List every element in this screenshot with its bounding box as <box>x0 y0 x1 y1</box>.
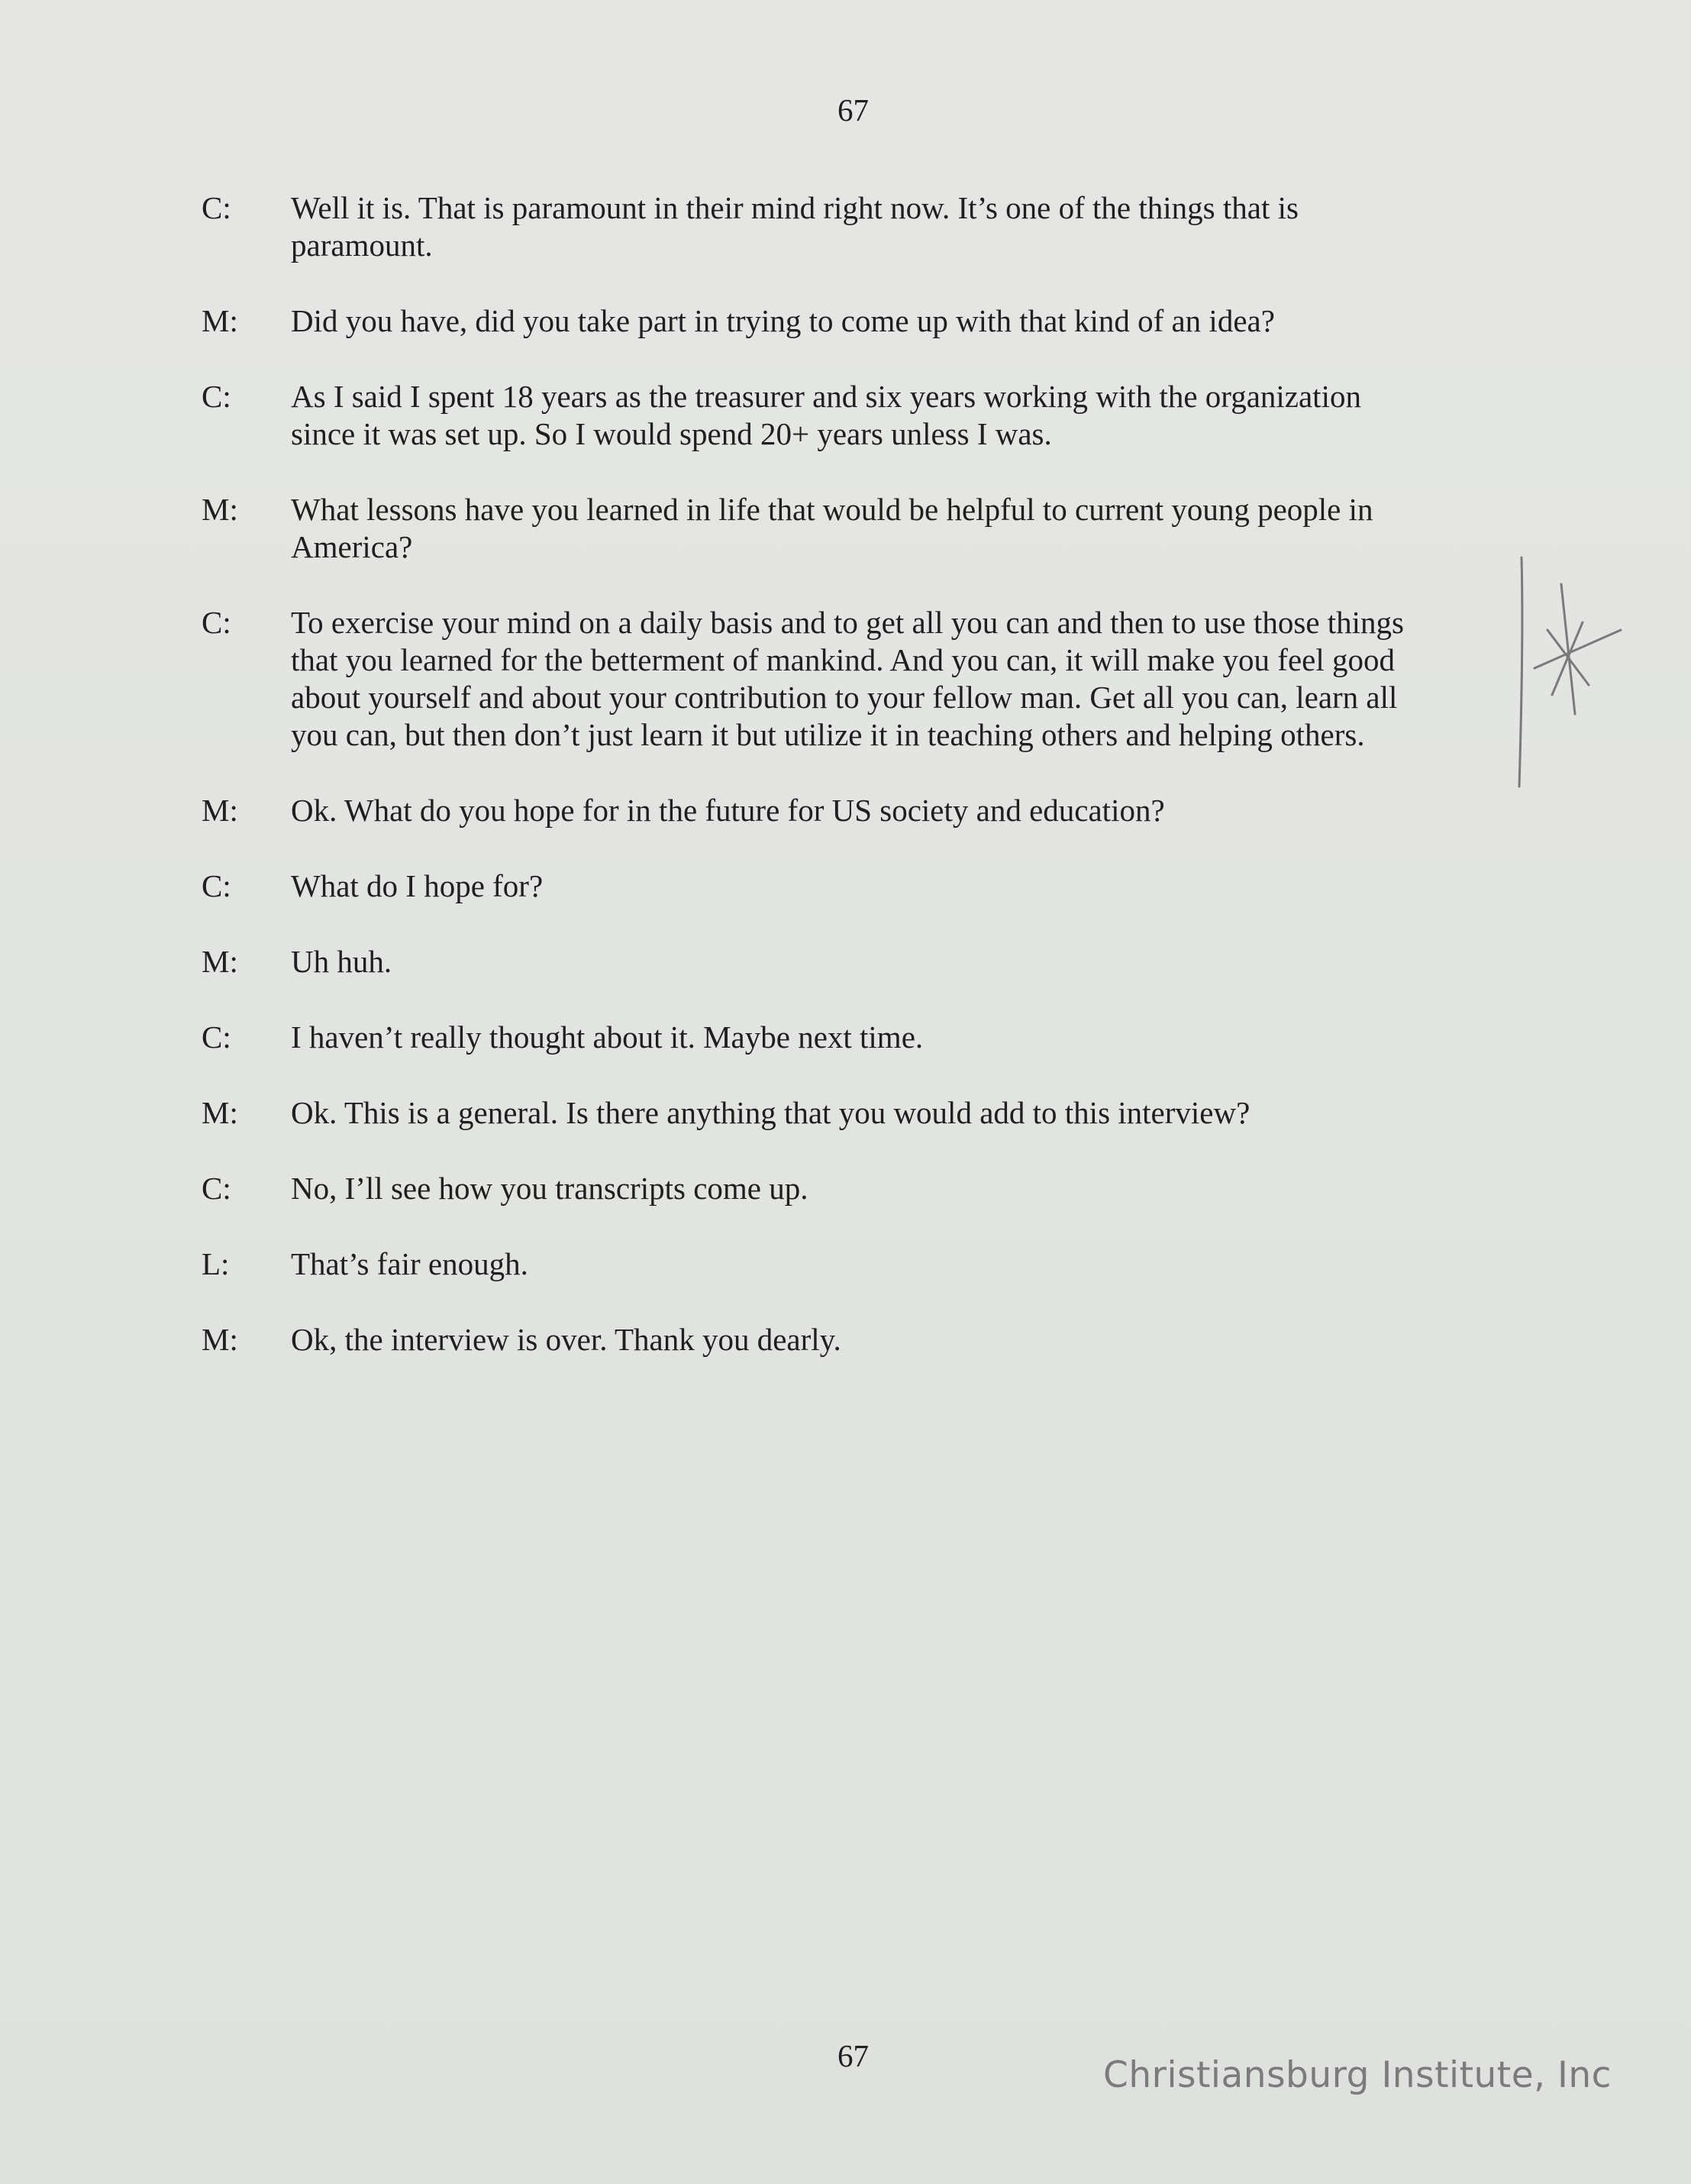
transcript-entry <box>202 1094 1499 1132</box>
speaker-label: C: <box>202 605 231 640</box>
utterance-text: I haven’t really thought about it. Maybe next time. <box>291 1019 924 1055</box>
asterisk-stroke <box>1561 584 1575 714</box>
transcript-entry <box>202 1321 1499 1359</box>
utterance-text: Ok. What do you hope for in the future for US society and education? <box>291 793 1165 828</box>
speaker-label: C: <box>202 190 231 225</box>
margin-bracket-line <box>1519 557 1522 787</box>
speaker-label: M: <box>202 944 238 979</box>
speaker-label: M: <box>202 793 238 828</box>
transcript-entry <box>202 943 1499 981</box>
speaker-label: C: <box>202 868 231 903</box>
transcript-entry <box>202 1019 1499 1056</box>
utterance-text: Uh huh. <box>291 944 392 979</box>
utterance-text: Ok. This is a general. Is there anything that you would add to this interview? <box>291 1095 1251 1130</box>
transcript-entry <box>202 189 1499 264</box>
speaker-label: M: <box>202 1095 238 1130</box>
utterance-text: No, I’ll see how you transcripts come up. <box>291 1171 808 1206</box>
utterance-text: That’s fair enough. <box>291 1246 528 1281</box>
speaker-label: C: <box>202 379 231 414</box>
utterance-text: Did you have, did you take part in trying to come up with that kind of an idea? <box>291 303 1275 338</box>
utterance-text: Well it is. That is paramount in their mind right now. It’s one of the things that is paramount. <box>291 190 1299 263</box>
speaker-label: M: <box>202 1322 238 1357</box>
speaker-label: C: <box>202 1019 231 1055</box>
institution-watermark: Christiansburg Institute, Inc <box>1103 2054 1612 2096</box>
utterance-text: As I said I spent 18 years as the treasurer and six years working with the organization since it was set up. So I would spend 20+ years unless I was. <box>291 379 1361 451</box>
speaker-label: M: <box>202 303 238 338</box>
speaker-label: L: <box>202 1246 230 1281</box>
utterance-text: What do I hope for? <box>291 868 544 903</box>
utterance-text: To exercise your mind on a daily basis and to get all you can and then to use those things that you learned for the betterment of mankind. And you can, it will make you feel good about yourself and about your contribution to your fellow man. Get all you can, learn all you can, but then don’t just learn it but utilize it in teaching others and helping others. <box>291 605 1405 752</box>
page-number-top: 67 <box>837 92 869 128</box>
pencil-asterisk-mark-icon <box>1508 554 1630 790</box>
transcript-entry <box>202 1170 1499 1207</box>
transcript-entry <box>202 491 1499 566</box>
utterance-text: What lessons have you learned in life that would be helpful to current young people in America? <box>291 492 1373 564</box>
utterance-text: Ok, the interview is over. Thank you dearly. <box>291 1322 841 1357</box>
speaker-label: C: <box>202 1171 231 1206</box>
transcript-entry <box>202 792 1499 829</box>
page-number-bottom: 67 <box>837 2038 869 2073</box>
transcript-entry <box>202 1245 1499 1283</box>
transcript-entry <box>202 604 1499 754</box>
speaker-label: M: <box>202 492 238 527</box>
transcript-entry <box>202 867 1499 905</box>
transcript-entry <box>202 302 1499 340</box>
transcript-entry <box>202 378 1499 453</box>
interview-transcript <box>202 189 1499 1397</box>
